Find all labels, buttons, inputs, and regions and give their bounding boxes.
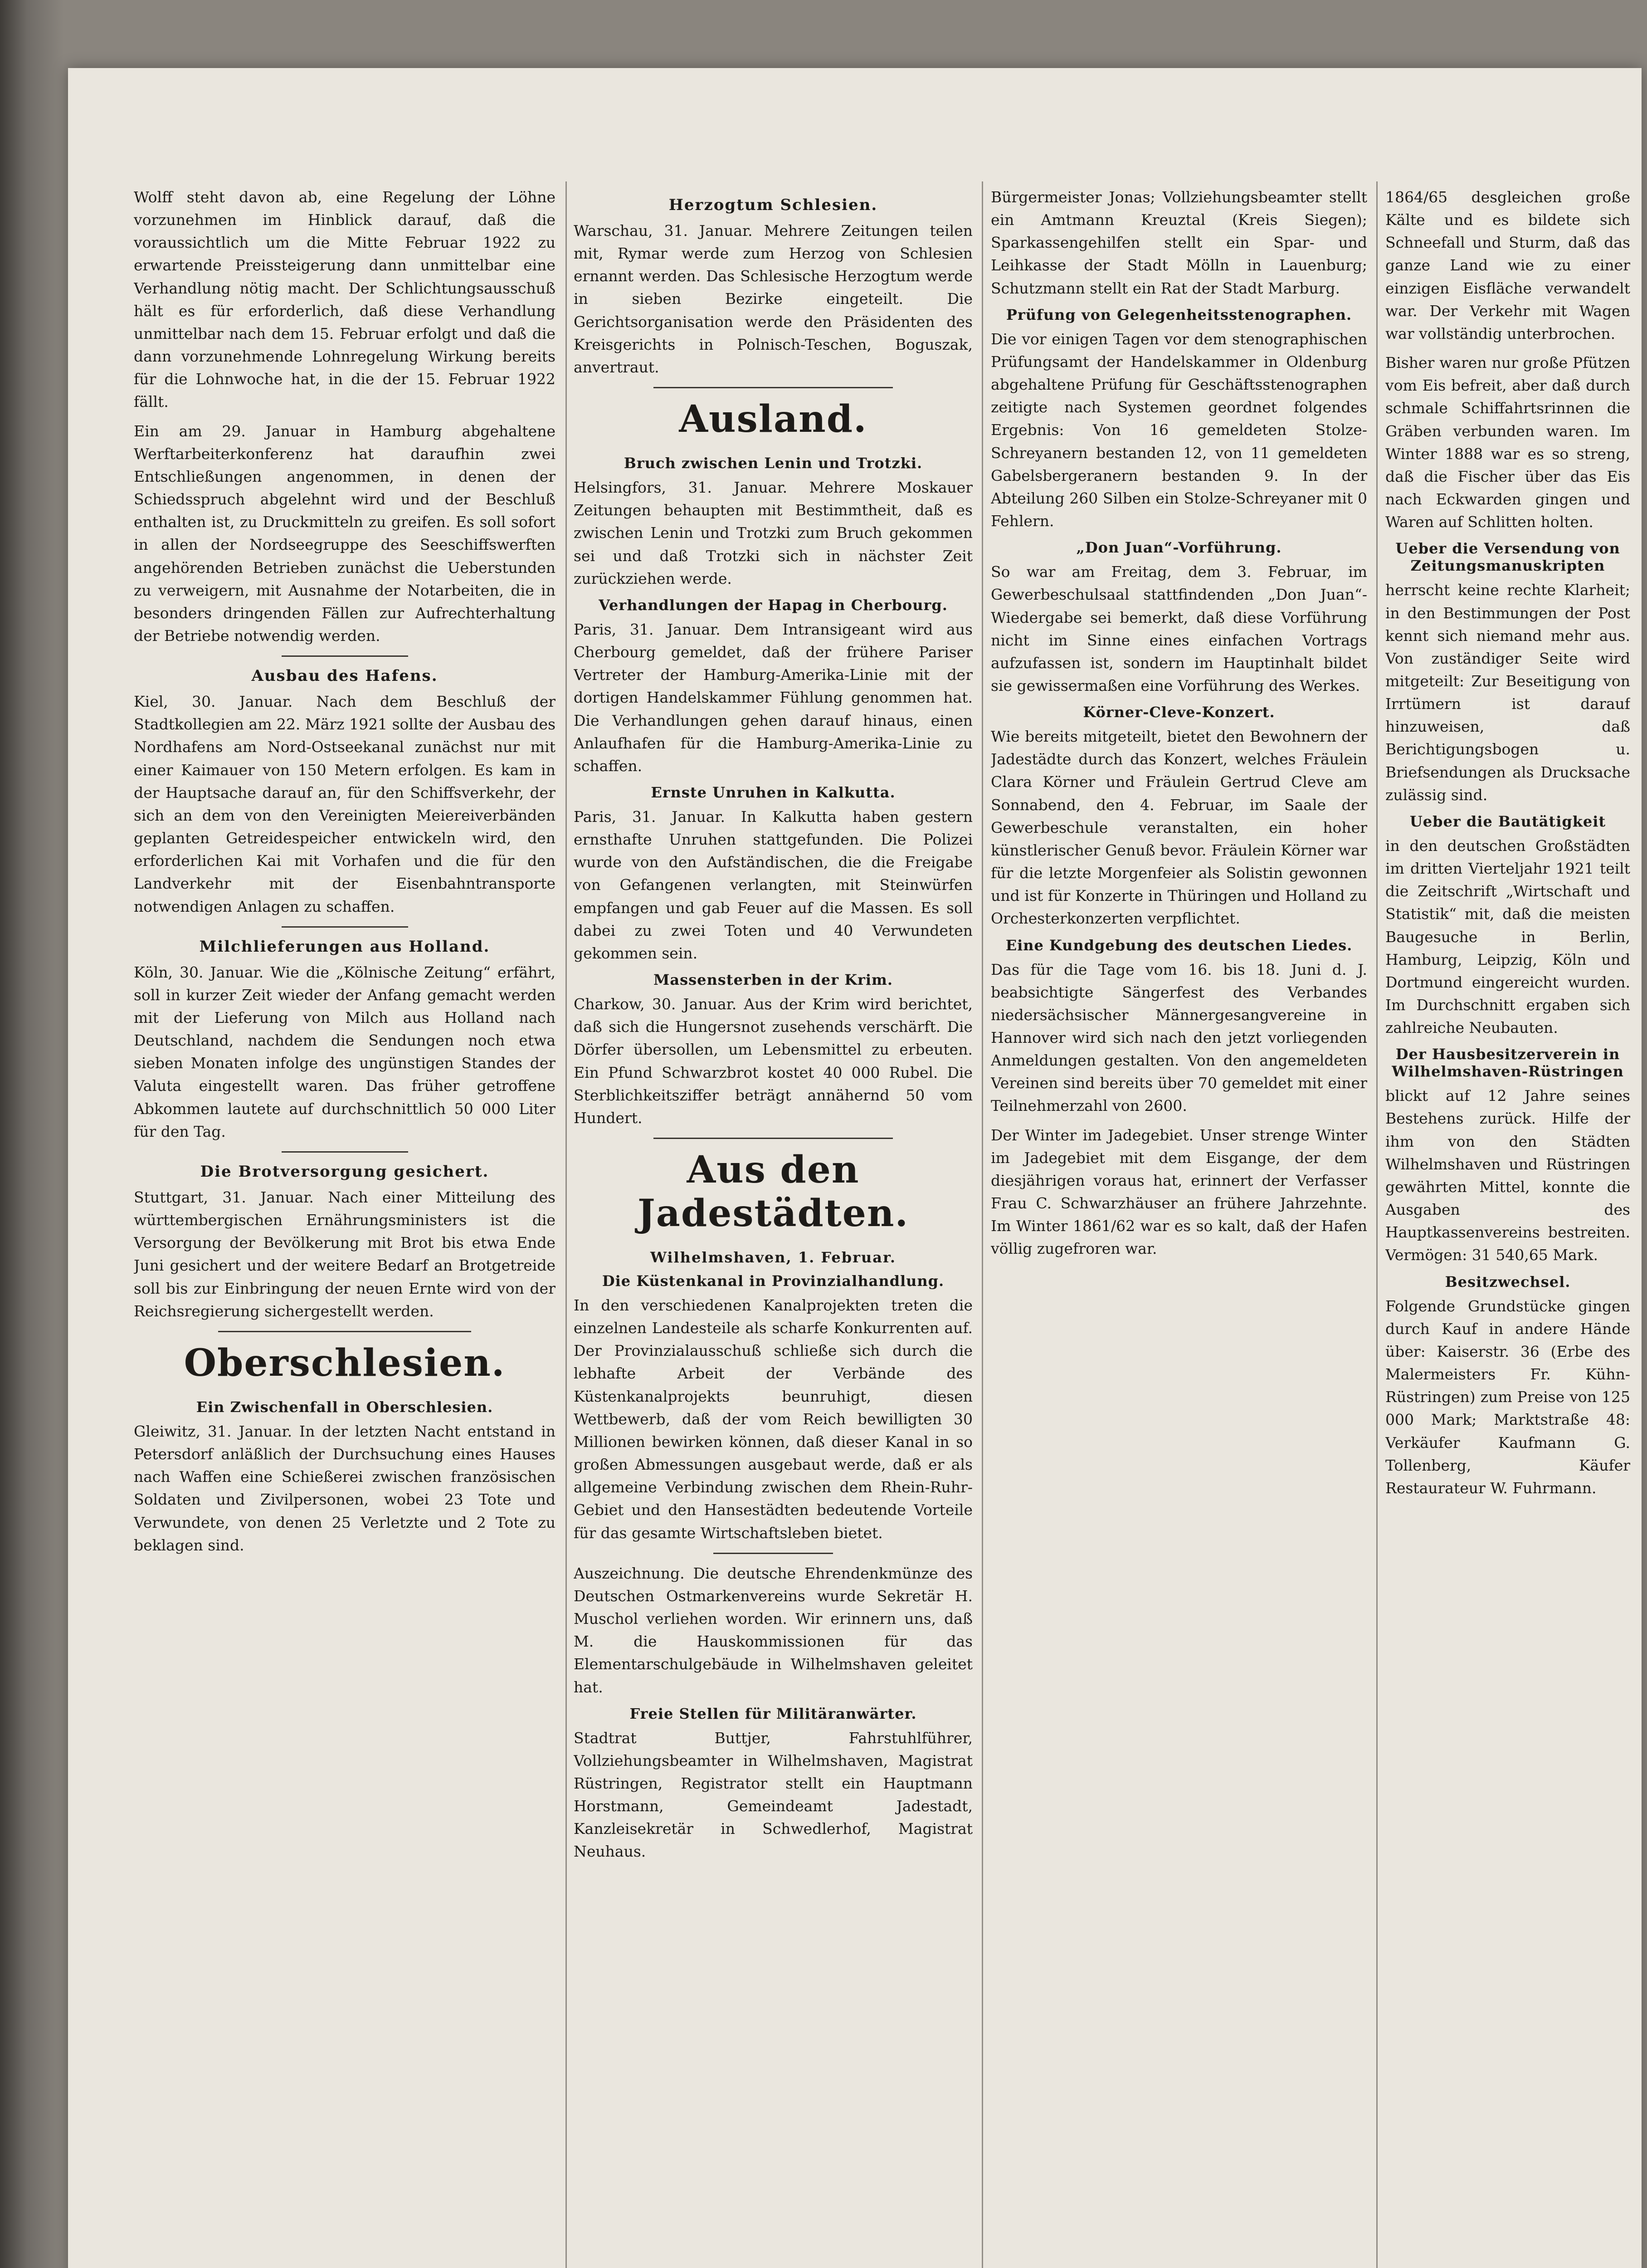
section-heading: Ausbau des Hafens. bbox=[251, 667, 438, 685]
separator bbox=[282, 1151, 408, 1153]
article-heading: Prüfung von Gelegenheitsstenographen. bbox=[1006, 306, 1352, 323]
separator bbox=[713, 1553, 833, 1554]
article-text: Wolff steht davon ab, eine Regelung der Löhne vorzunehmen im Hinblick darauf, daß die voraussichtlich um die Mitte Februar 1922 zu erwartende Preissteigerung dann unmittelbar eine Verhandlung nötig macht. Der Schlichtungsausschuß hält es für erforderlich, daß diese Verhandlung unmittelbar nach dem 15. Februar erfolgt und daß die dann vorzunehmende Lohnregelung Wirkung bereits für die Lohnwoche hat, in die der 15. Februar 1922 fällt. bbox=[134, 188, 555, 411]
separator bbox=[282, 926, 408, 928]
separator bbox=[653, 387, 893, 388]
article-text: Wie bereits mitgeteilt, bietet den Bewohnern der Jadestädte durch das Konzert, welches Fräulein Clara Körner und Fräulein Gertrud Cleve am Sonnabend, den 4. Februar, im Saale der Gewerbeschule veranstalten, ein hoher künstlerischer Genuß bevor. Fräulein Körner war für die letzte Morgenfeier als Solistin gewonnen und ist für Konzerte in Thüringen und Holland zu Orchesterkonzerten verpflichtet. bbox=[991, 728, 1367, 928]
article-text: Charkow, 30. Januar. Aus der Krim wird berichtet, daß sich die Hungersnot zusehends verschärft. Die Dörfer übersollen, um Lebensmittel zu erbeuten. Ein Pfund Schwarzbrot kostet 40 000 Rubel. Die Sterblichkeitsziffer beträgt annähernd 50 vom Hundert. bbox=[574, 995, 973, 1127]
article-heading: Ueber die Versendung von Zeitungsmanuskripten bbox=[1395, 540, 1620, 575]
article-heading: „Don Juan“-Vorführung. bbox=[1076, 539, 1282, 557]
article-text: Köln, 30. Januar. Wie die „Kölnische Zeitung“ erfährt, soll in kurzer Zeit wieder der Anfang gemacht werden mit der Lieferung von Milch aus Holland nach Deutschland, nachdem die Sendungen noch etwa sieben Monaten infolge des ungünstigen Standes der Valuta eingestellt waren. Das früher getroffene Abkommen lautete auf durchschnittlich 50 000 Liter für den Tag. bbox=[134, 963, 555, 1140]
separator bbox=[653, 1138, 893, 1139]
column-3 bbox=[991, 186, 1367, 2268]
article-text: Die vor einigen Tagen vor dem stenographischen Prüfungsamt der Handelskammer in Oldenburg abgehaltene Prüfung für Geschäftsstenographen zeitigte nach Systemen geordnet folgendes Ergebnis: Von 16 gemeldeten Stolze-Schreyanern bestanden 12, von 11 gemeldeten Gabelsbergeranern bestanden 9. In der Abteilung 260 Silben ein Stolze-Schreyaner mit 0 Fehlern. bbox=[991, 330, 1367, 530]
article-text: Helsingfors, 31. Januar. Mehrere Moskauer Zeitungen behaupten mit Bestimmtheit, daß es zwischen Lenin und Trotzki zum Bruch gekommen sei und daß Trotzki sich in nächster Zeit zurückziehen werde. bbox=[574, 479, 973, 587]
column-1 bbox=[134, 186, 555, 2268]
dateline: Wilhelmshaven, 1. Februar. bbox=[650, 1249, 896, 1266]
article-heading: Besitzwechsel. bbox=[1445, 1273, 1571, 1290]
column-rule bbox=[1376, 181, 1378, 2268]
article-text: Paris, 31. Januar. Dem Intransigeant wird aus Cherbourg gemeldet, daß der frühere Pariser Vertreter der Hamburg-Amerika-Linie mit der dortigen Handelskammer Fühlung genommen hat. Die Verhandlungen gehen darauf hinaus, einen Anlaufhafen für die Hamburg-Amerika-Linie zu schaffen. bbox=[574, 620, 973, 775]
article-text: Ein am 29. Januar in Hamburg abgehaltene Werftarbeiterkonferenz hat daraufhin zwei Entschließungen angenommen, in denen der Schiedsspruch abgelehnt wird und der Beschluß enthalten ist, zu Druckmitteln zu greifen. Es soll sofort in allen der Nordseegruppe des Seeschiffswerften angehörenden Betrieben zunächst die Ueberstunden zu verweigern, mit Ausnahme der Notarbeiten, die in besonders dringenden Fällen zur Aufrechterhaltung der Betriebe notwendig werden. bbox=[134, 422, 555, 645]
section-heading: Die Brotversorgung gesichert. bbox=[200, 1162, 489, 1181]
article-text: In den verschiedenen Kanalprojekten treten die einzelnen Landesteile als scharfe Konkurrenten auf. Der Provinzialausschuß schließe sich durch die lebhafte Arbeit der Verbände des Küstenkanalprojekts beunruhigt, diesen Wettbewerb, daß der vom Reich bewilligten 30 Millionen bewirken können, daß dieser Kanal in so großen Abmessungen ausgebaut werde, daß er als allgemeine Verbindung zwischen dem Rhein-Ruhr-Gebiet und den Hansestädten bedeutende Vorteile für das gesamte Wirtschaftsleben bietet. bbox=[574, 1296, 973, 1542]
article-text: Gleiwitz, 31. Januar. In der letzten Nacht entstand in Petersdorf anläßlich der Durchsuchung eines Hauses nach Waffen eine Schießerei zwischen französischen Soldaten und Zivilpersonen, wobei 23 Tote und Verwundete, von denen 25 Verletzte und 2 Tote zu beklagen sind. bbox=[134, 1422, 555, 1554]
article-text: Bürgermeister Jonas; Vollziehungsbeamter stellt ein Amtmann Kreuztal (Kreis Siegen); Sparkassengehilfen stellt ein Spar- und Leihkasse der Stadt Mölln in Lauenburg; Schutzmann stellt ein Rat der Stadt Marburg. bbox=[991, 188, 1367, 297]
article-heading: Eine Kundgebung des deutschen Liedes. bbox=[1005, 936, 1353, 954]
article-text: Kiel, 30. Januar. Nach dem Beschluß der Stadtkollegien am 22. März 1921 sollte der Ausbau des Nordhafens am Nord-Ostseekanal zunächst nur mit einer Kaimauer von 150 Metern erfolgen. Es kam in der Hauptsache darauf an, für den Schiffsverkehr, der sich an dem von den Vereinigten Meiereiverbänden geplanten Getreidespeicher entwickeln wird, den erforderlichen Kai mit Vorhafen und die für den Landverkehr mit der Eisenbahntransporte notwendigen Anlagen zu schaffen. bbox=[134, 693, 555, 915]
article-text: Stadtrat Buttjer, Fahrstuhlführer, Vollziehungsbeamter in Wilhelmshaven, Magistrat Rüstringen, Registrator stellt ein Hauptmann Horstmann, Gemeindeamt Jadestadt, Kanzleisekretär in Schwedlerhof, Magistrat Neuhaus. bbox=[574, 1729, 973, 1861]
article-heading: Die Küstenkanal in Provinzialhandlung. bbox=[602, 1272, 945, 1290]
column-rule bbox=[565, 181, 567, 2268]
separator bbox=[218, 1331, 471, 1332]
article-text: Der Winter im Jadegebiet. Unser strenge Winter im Jadegebiet mit dem Eisgange, der dem diesjährigen voraus hat, erinnert der Verfasser Frau C. Schwarzhäuser an frühere Jahrzehnte. Im Winter 1861/62 war es so kalt, daß der Hafen völlig zugefroren war. bbox=[991, 1126, 1367, 1258]
section-heading: Herzogtum Schlesien. bbox=[668, 196, 878, 214]
column-4 bbox=[1385, 186, 1630, 2268]
article-text: in den deutschen Großstädten im dritten Vierteljahr 1921 teilt die Zeitschrift „Wirtschaft und Statistik“ mit, daß die meisten Baugesuche in Berlin, Hamburg, Leipzig, Köln und Dortmund eingereicht wurden. Im Durchschnitt ergaben sich zahlreiche Neubauten. bbox=[1385, 836, 1630, 1037]
article-text: Folgende Grundstücke gingen durch Kauf in andere Hände über: Kaiserstr. 36 (Erbe des Malermeisters Fr. Kühn-Rüstringen) zum Preise von 125 000 Mark; Marktstraße 48: Verkäufer Kaufmann G. Tollenberg, Käufer Restaurateur W. Fuhrmann. bbox=[1385, 1297, 1630, 1497]
section-title: Oberschlesien. bbox=[184, 1341, 506, 1385]
section-title: Aus den Jadestädten. bbox=[637, 1148, 909, 1235]
column-2 bbox=[574, 186, 973, 2268]
article-heading: Verhandlungen der Hapag in Cherbourg. bbox=[599, 596, 948, 614]
article-heading: Ein Zwischenfall in Oberschlesien. bbox=[196, 1398, 493, 1416]
section-title: Ausland. bbox=[679, 397, 867, 441]
article-text: Das für die Tage vom 16. bis 18. Juni d. J. beabsichtigte Sängerfest des Verbandes niedersächsischer Männergesangvereine in Hannover wird sich nach den jetzt vorliegenden Anmeldungen gestalten. Von den angemeldeten Vereinen sind bereits über 70 gemeldet mit einer Teilnehmerzahl von 2600. bbox=[991, 960, 1367, 1115]
article-heading: Freie Stellen für Militäranwärter. bbox=[629, 1705, 917, 1722]
article-text: Stuttgart, 31. Januar. Nach einer Mitteilung des württembergischen Ernährungsministers ist die Versorgung der Bevölkerung mit Brot bis etwa Ende Juni gesichert und der weitere Bedarf an Brotgetreide soll bis zur Einbringung der neuen Ernte wird von der Reichsregierung sichergestellt werden. bbox=[134, 1188, 555, 1320]
newspaper-page bbox=[68, 68, 1642, 2268]
article-heading: Bruch zwischen Lenin und Trotzki. bbox=[624, 455, 923, 472]
article-text: herrscht keine rechte Klarheit; in den Bestimmungen der Post kennt sich niemand mehr aus. Von zuständiger Seite wird mitgeteilt: Zur Beseitigung von Irrtümern ist darauf hinzuweisen, daß Berichtigungsbogen u. Briefsendungen als Drucksache zulässig sind. bbox=[1385, 581, 1630, 804]
column-rule bbox=[982, 181, 983, 2268]
article-text: 1864/65 desgleichen große Kälte und es bildete sich Schneefall und Sturm, daß das ganze Land wie zu einer einzigen Eisfläche verwandelt war. Der Verkehr mit Wagen war vollständig unterbrochen. bbox=[1385, 188, 1630, 342]
article-heading: Ernste Unruhen in Kalkutta. bbox=[651, 783, 896, 801]
article-heading: Körner-Cleve-Konzert. bbox=[1083, 704, 1275, 721]
article-heading: Massensterben in der Krim. bbox=[653, 971, 893, 989]
article-text: Warschau, 31. Januar. Mehrere Zeitungen teilen mit, Rymar werde zum Herzog von Schlesien ernannt werden. Das Schlesische Herzogtum werde in sieben Bezirke eingeteilt. Die Gerichtsorganisation werde den Präsidenten des Kreisgerichts in Polnisch-Teschen, Boguszak, anvertraut. bbox=[574, 222, 973, 376]
article-text: So war am Freitag, dem 3. Februar, im Gewerbeschulsaal stattfindenden „Don Juan“-Wiedergabe sei bemerkt, daß diese Vorführung nicht im Sinne eines einfachen Vortrags aufzufassen ist, sondern im Hauptinhalt bildet sie gewissermaßen eine Vorführung des Werkes. bbox=[991, 563, 1367, 694]
section-heading: Milchlieferungen aus Holland. bbox=[199, 937, 490, 956]
separator bbox=[282, 655, 408, 657]
article-text: Paris, 31. Januar. In Kalkutta haben gestern ernsthafte Unruhen stattgefunden. Die Polizei wurde von den Aufständischen, die die Freigabe von Gefangenen verlangten, mit Steinwürfen empfangen und gab Feuer auf die Massen. Es soll dabei zu zwei Toten und 40 Verwundeten gekommen sein. bbox=[574, 807, 973, 962]
article-heading: Ueber die Bautätigkeit bbox=[1409, 812, 1606, 830]
article-heading: Der Hausbesitzerverein in Wilhelmshaven-Rüstringen bbox=[1392, 1046, 1624, 1080]
article-text: Bisher waren nur große Pfützen vom Eis befreit, aber daß durch schmale Schiffahrtsrinnen die Gräben verbunden waren. Im Winter 1888 war es so streng, daß die Fischer über das Eis nach Eckwarden gingen und Waren auf Schlitten holten. bbox=[1385, 354, 1630, 531]
article-text: blickt auf 12 Jahre seines Bestehens zurück. Hilfe der ihm von den Städten Wilhelmshaven und Rüstringen gewährten Mittel, konnte die Ausgaben des Hauptkassenvereins bestreiten. Vermögen: 31 540,65 Mark. bbox=[1385, 1087, 1630, 1264]
article-text: Auszeichnung. Die deutsche Ehrendenkmünze des Deutschen Ostmarkenvereins wurde Sekretär H. Muschol verliehen worden. Wir erinnern uns, daß M. die Hauskommissionen für das Elementarschulgebäude in Wilhelmshaven geleitet hat. bbox=[574, 1564, 973, 1696]
